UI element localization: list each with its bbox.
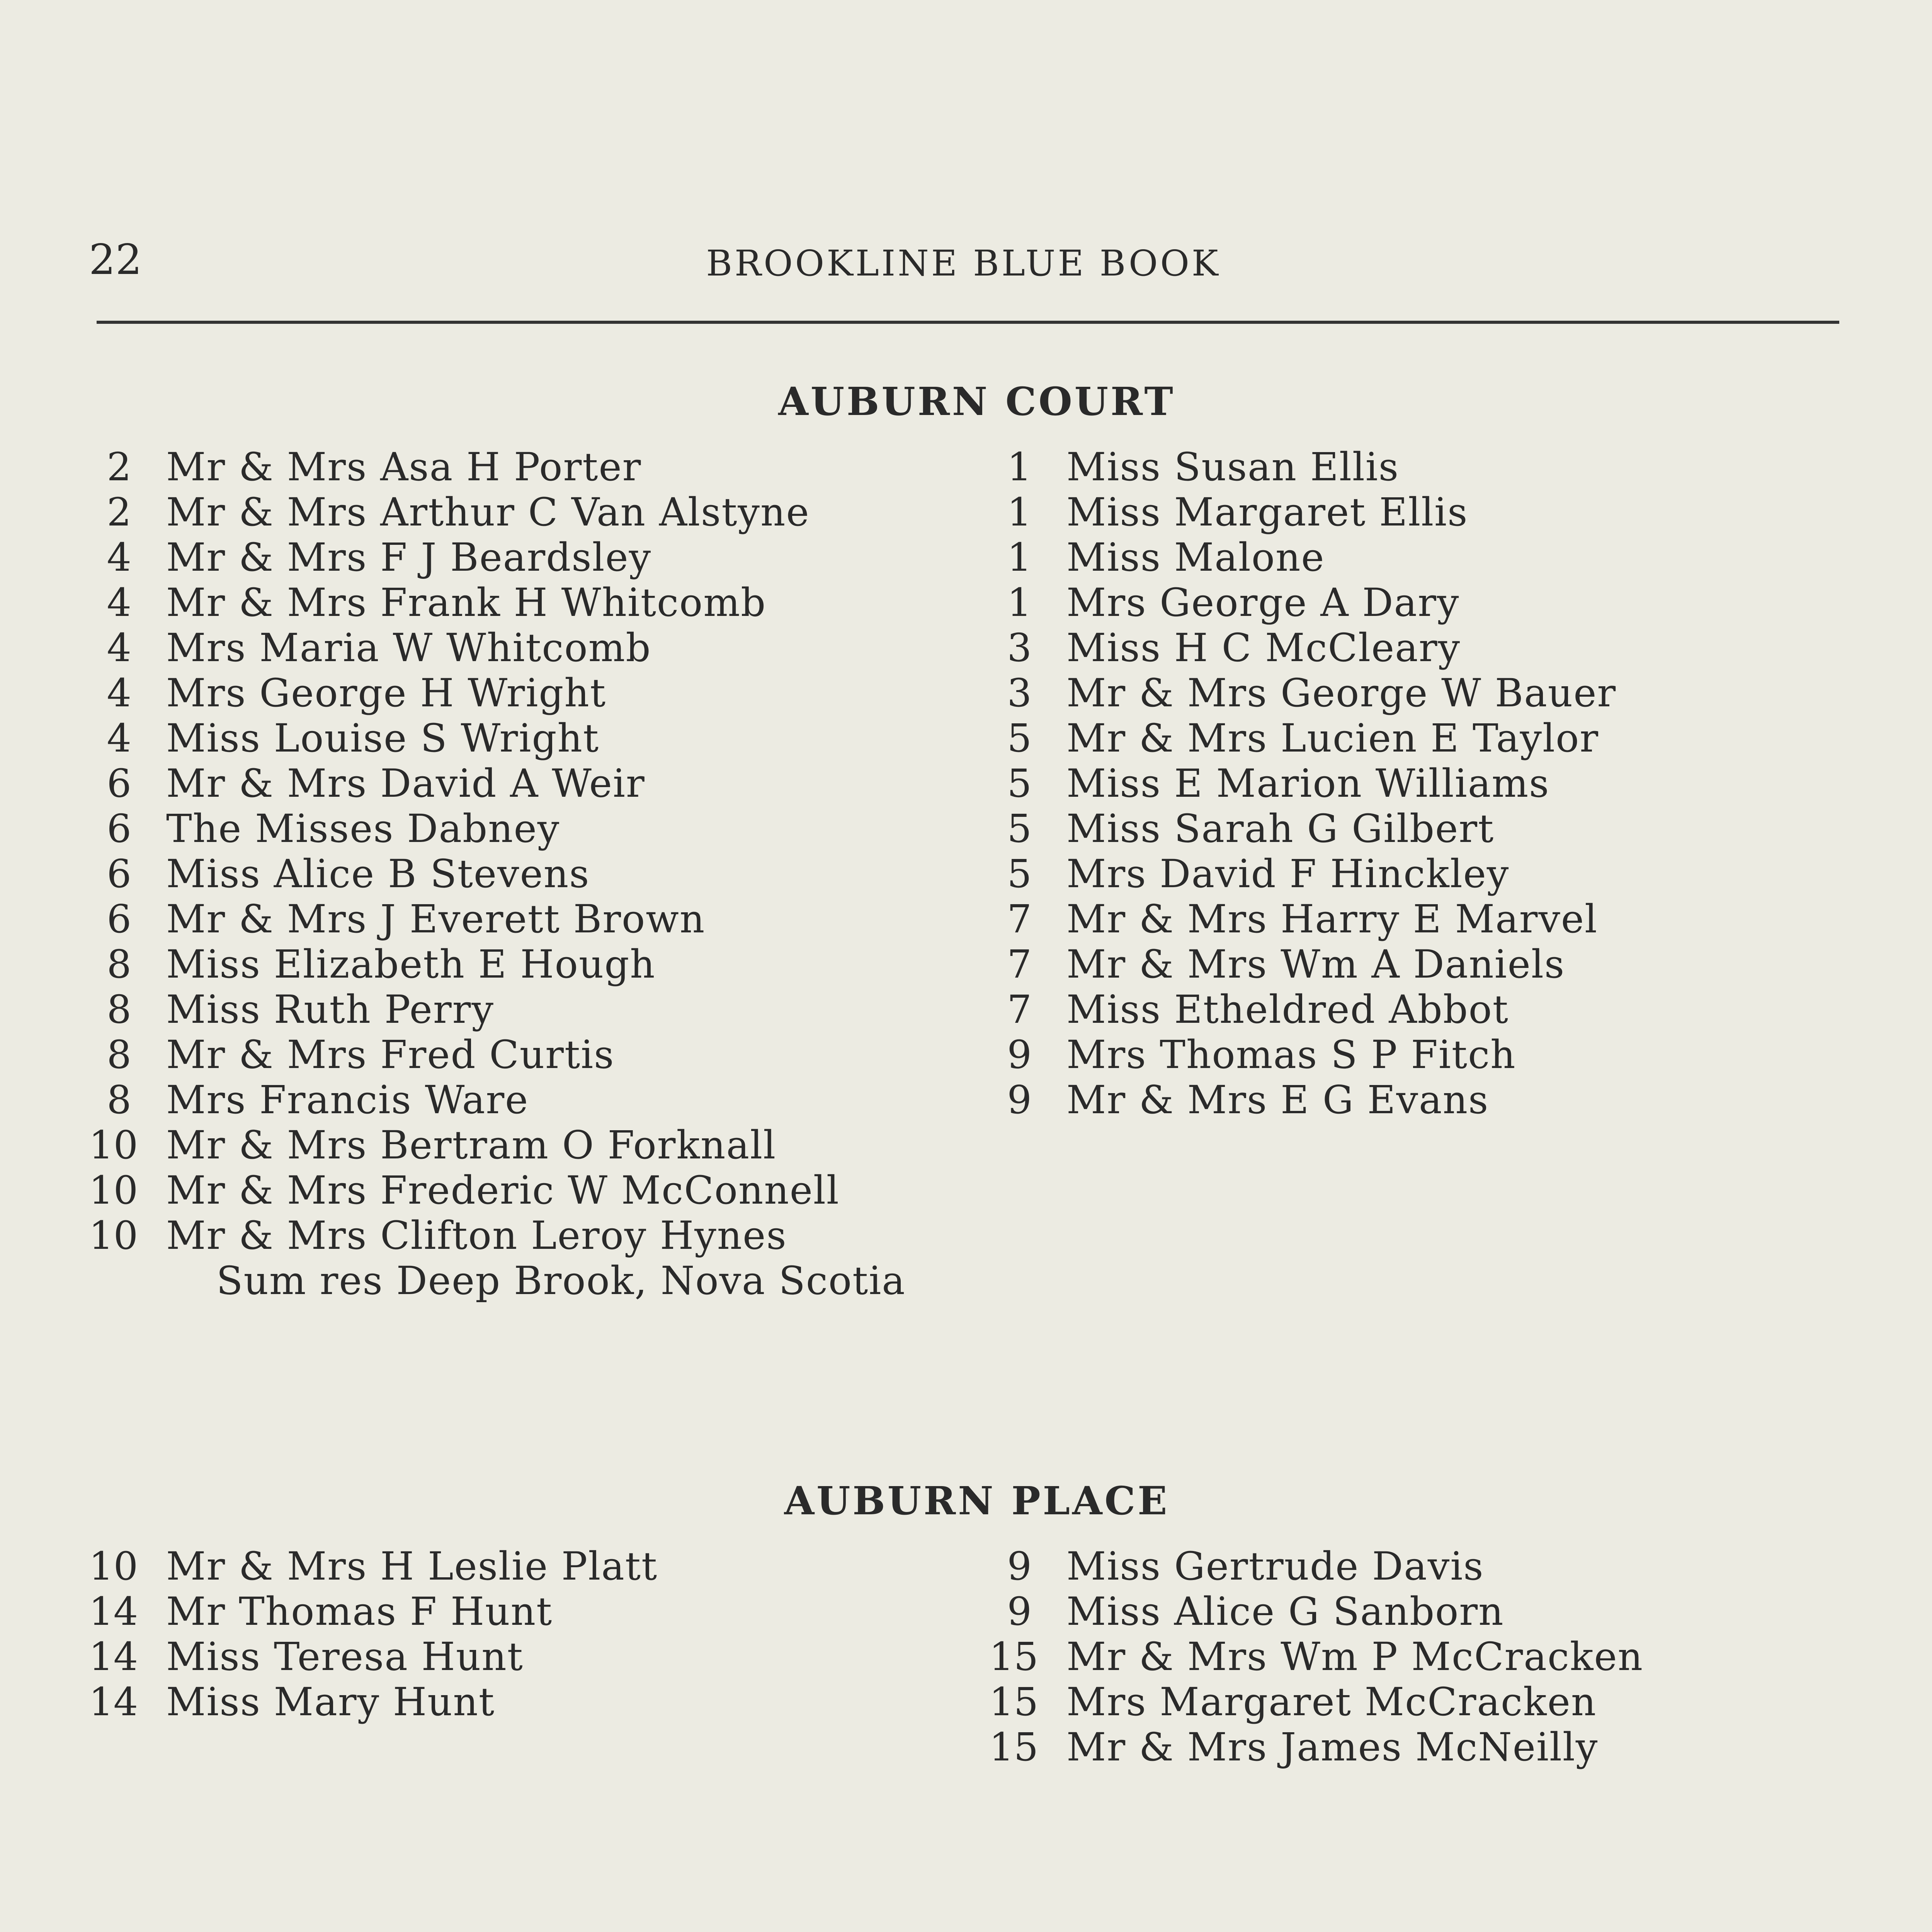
directory-entry	[989, 851, 1878, 896]
resident-name: Miss Elizabeth E Hough	[166, 942, 656, 987]
directory-entry	[89, 1634, 978, 1679]
directory-entry	[89, 896, 978, 942]
resident-name: Mr & Mrs Arthur C Van Alstyne	[166, 490, 810, 535]
house-number: 9	[1007, 1032, 1032, 1077]
house-number: 6	[107, 806, 131, 851]
directory-entry	[989, 1679, 1878, 1725]
section-title: AUBURN COURT	[778, 379, 1175, 424]
resident-name: Mr Thomas F Hunt	[166, 1589, 553, 1634]
resident-name: Miss Alice B Stevens	[166, 851, 590, 896]
directory-entry	[989, 896, 1878, 942]
house-number: 6	[107, 851, 131, 896]
house-number: 6	[107, 896, 131, 942]
directory-entry	[989, 490, 1878, 535]
resident-name: Mr & Mrs H Leslie Platt	[166, 1544, 658, 1589]
resident-name: Mr & Mrs Bertram O Forknall	[166, 1122, 777, 1168]
resident-name: Miss Gertrude Davis	[1066, 1544, 1484, 1589]
house-number: 8	[107, 1077, 131, 1122]
directory-entry	[89, 1077, 978, 1122]
resident-name: Miss Louise S Wright	[166, 716, 600, 761]
resident-name: Mr & Mrs Harry E Marvel	[1066, 896, 1598, 942]
house-number: 8	[107, 1032, 131, 1077]
directory-entry	[989, 625, 1878, 670]
house-number: 5	[1007, 761, 1032, 806]
house-number: 7	[1007, 896, 1032, 942]
resident-name: Mrs Francis Ware	[166, 1077, 529, 1122]
entry-continuation	[89, 1258, 978, 1303]
house-number: 15	[989, 1725, 1039, 1770]
resident-name: Mr & Mrs J Everett Brown	[166, 896, 706, 942]
resident-name: Miss Ruth Perry	[166, 987, 494, 1032]
house-number: 10	[89, 1168, 138, 1213]
house-number: 3	[1007, 625, 1032, 670]
resident-name: Miss Alice G Sanborn	[1066, 1589, 1504, 1634]
house-number: 4	[107, 580, 131, 625]
house-number: 14	[89, 1634, 138, 1679]
house-number: 9	[1007, 1077, 1032, 1122]
house-number: 3	[1007, 670, 1032, 716]
running-title: BROOKLINE BLUE BOOK	[706, 243, 1221, 284]
resident-name: Mrs Maria W Whitcomb	[166, 625, 651, 670]
resident-name: Mr & Mrs Asa H Porter	[166, 444, 642, 490]
directory-entry	[89, 444, 978, 490]
directory-entry	[989, 580, 1878, 625]
house-number: 1	[1007, 490, 1032, 535]
house-number: 5	[1007, 851, 1032, 896]
house-number: 1	[1007, 535, 1032, 580]
directory-entry	[989, 1725, 1878, 1770]
house-number: 5	[1007, 716, 1032, 761]
directory-entry	[989, 806, 1878, 851]
house-number: 10	[89, 1544, 138, 1589]
house-number: 10	[89, 1122, 138, 1168]
directory-entry	[89, 490, 978, 535]
directory-entry	[89, 1213, 978, 1258]
house-number: 7	[1007, 987, 1032, 1032]
house-number: 4	[107, 535, 131, 580]
summer-residence-note: Sum res Deep Brook, Nova Scotia	[216, 1258, 906, 1303]
house-number: 9	[1007, 1544, 1032, 1589]
header-rule	[97, 321, 1839, 324]
resident-name: Mrs George H Wright	[166, 670, 607, 716]
directory-entry	[89, 1168, 978, 1213]
right-column	[989, 1544, 1878, 1770]
directory-entry	[89, 806, 978, 851]
section-title: AUBURN PLACE	[784, 1478, 1170, 1524]
directory-entry	[89, 580, 978, 625]
directory-entry	[989, 444, 1878, 490]
directory-entry	[89, 535, 978, 580]
house-number: 15	[989, 1634, 1039, 1679]
directory-entry	[989, 761, 1878, 806]
page-header	[89, 236, 1838, 282]
resident-name: Miss Etheldred Abbot	[1066, 987, 1509, 1032]
resident-name: Miss Mary Hunt	[166, 1679, 495, 1725]
house-number: 14	[89, 1589, 138, 1634]
directory-entry	[89, 987, 978, 1032]
house-number: 14	[89, 1679, 138, 1725]
page-number: 22	[89, 236, 142, 284]
house-number: 10	[89, 1213, 138, 1258]
house-number: 5	[1007, 806, 1032, 851]
house-number: 8	[107, 987, 131, 1032]
directory-entry	[989, 1634, 1878, 1679]
house-number: 1	[1007, 580, 1032, 625]
directory-entry	[989, 1032, 1878, 1077]
directory-entry	[989, 987, 1878, 1032]
resident-name: Mrs David F Hinckley	[1066, 851, 1510, 896]
resident-name: Miss Teresa Hunt	[166, 1634, 524, 1679]
directory-entry	[989, 670, 1878, 716]
resident-name: Mrs Margaret McCracken	[1066, 1679, 1597, 1725]
resident-name: Mr & Mrs F J Beardsley	[166, 535, 652, 580]
house-number: 2	[107, 444, 131, 490]
house-number: 8	[107, 942, 131, 987]
directory-entry	[89, 625, 978, 670]
resident-name: Mr & Mrs Frank H Whitcomb	[166, 580, 767, 625]
house-number: 2	[107, 490, 131, 535]
resident-name: Miss Malone	[1066, 535, 1325, 580]
directory-entry	[89, 1122, 978, 1168]
directory-entry	[89, 1544, 978, 1589]
directory-entry	[989, 716, 1878, 761]
resident-name: Mr & Mrs George W Bauer	[1066, 670, 1617, 716]
resident-name: Mr & Mrs Fred Curtis	[166, 1032, 615, 1077]
directory-entry	[989, 1589, 1878, 1634]
resident-name: Miss H C McCleary	[1066, 625, 1461, 670]
house-number: 4	[107, 670, 131, 716]
house-number: 15	[989, 1679, 1039, 1725]
directory-entry	[89, 851, 978, 896]
directory-entry	[989, 1544, 1878, 1589]
house-number: 9	[1007, 1589, 1032, 1634]
resident-name: Mr & Mrs Lucien E Taylor	[1066, 716, 1599, 761]
directory-entry	[989, 942, 1878, 987]
directory-entry	[89, 1679, 978, 1725]
resident-name: Mr & Mrs Clifton Leroy Hynes	[166, 1213, 787, 1258]
resident-name: Miss Margaret Ellis	[1066, 490, 1468, 535]
directory-entry	[89, 761, 978, 806]
left-column	[89, 444, 978, 1303]
resident-name: The Misses Dabney	[166, 806, 560, 851]
resident-name: Miss E Marion Williams	[1066, 761, 1550, 806]
house-number: 4	[107, 625, 131, 670]
directory-entry	[89, 670, 978, 716]
resident-name: Mr & Mrs Wm A Daniels	[1066, 942, 1565, 987]
directory-entry	[989, 535, 1878, 580]
resident-name: Mr & Mrs E G Evans	[1066, 1077, 1489, 1122]
house-number: 7	[1007, 942, 1032, 987]
resident-name: Mr & Mrs David A Weir	[166, 761, 645, 806]
right-column	[989, 444, 1878, 1122]
resident-name: Mrs George A Dary	[1066, 580, 1460, 625]
resident-name: Mr & Mrs James McNeilly	[1066, 1725, 1599, 1770]
directory-entry	[989, 1077, 1878, 1122]
resident-name: Miss Susan Ellis	[1066, 444, 1400, 490]
left-column	[89, 1544, 978, 1725]
directory-entry	[89, 716, 978, 761]
directory-entry	[89, 1032, 978, 1077]
resident-name: Mr & Mrs Wm P McCracken	[1066, 1634, 1644, 1679]
house-number: 4	[107, 716, 131, 761]
directory-entry	[89, 1589, 978, 1634]
resident-name: Mrs Thomas S P Fitch	[1066, 1032, 1516, 1077]
resident-name: Miss Sarah G Gilbert	[1066, 806, 1495, 851]
house-number: 6	[107, 761, 131, 806]
directory-entry	[89, 942, 978, 987]
house-number: 1	[1007, 444, 1032, 490]
resident-name: Mr & Mrs Frederic W McConnell	[166, 1168, 840, 1213]
